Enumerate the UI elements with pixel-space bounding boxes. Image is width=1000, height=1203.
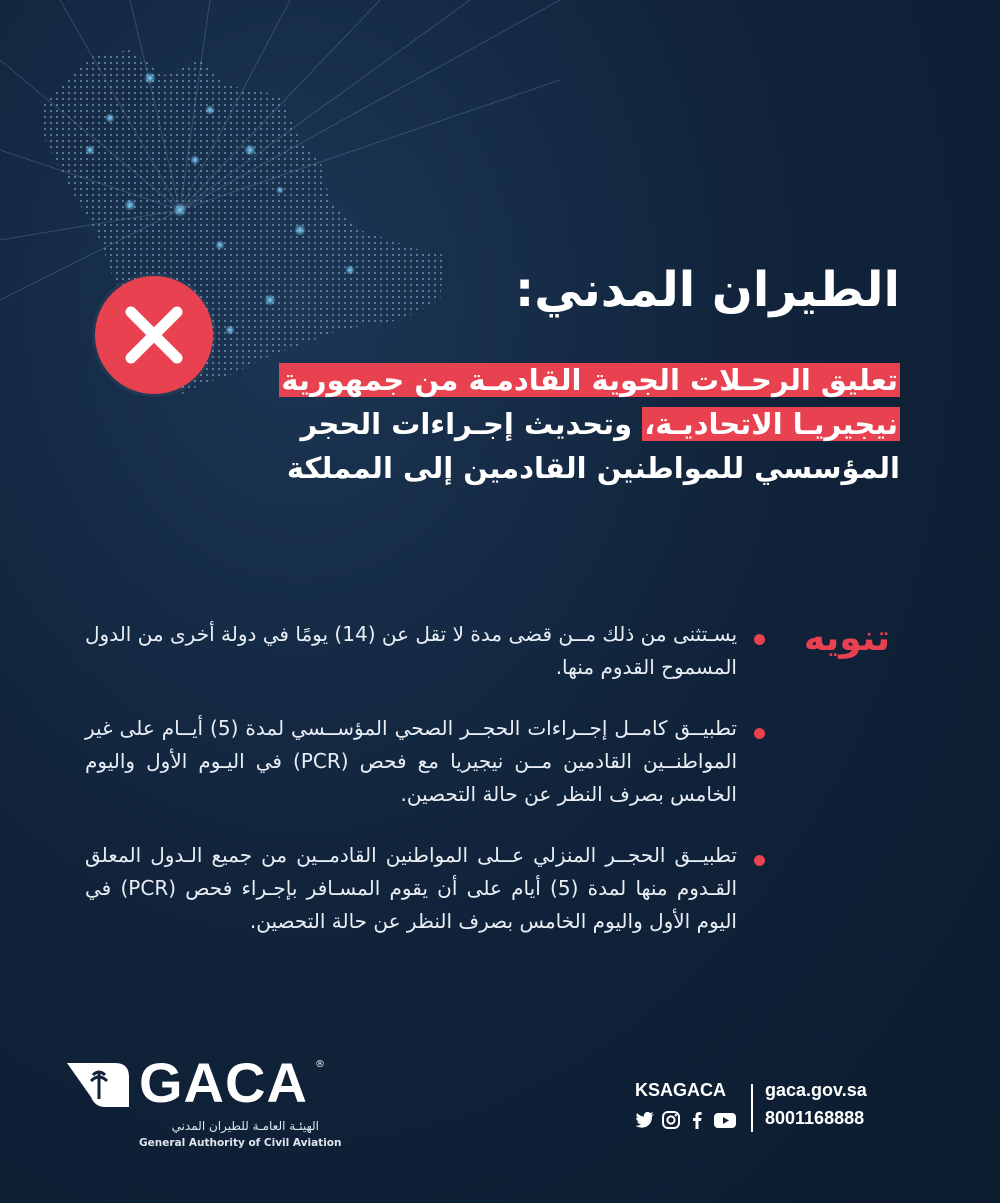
social-icons	[635, 1110, 733, 1130]
logo-arabic-name: الهيئـة العامـة للطيران المدني	[171, 1119, 319, 1133]
saudi-arabia-map-graphic	[0, 0, 560, 420]
subhead-highlight: نيجيريـا الاتحاديـة،	[644, 407, 898, 441]
headline: الطيران المدني:	[515, 262, 900, 318]
divider	[751, 1084, 753, 1132]
bullet-dot-icon	[754, 634, 765, 645]
social-handle[interactable]: KSAGACA	[635, 1080, 727, 1100]
red-x-circle-icon	[95, 276, 213, 394]
gaca-logo	[65, 1051, 342, 1155]
notice-title: تنويه	[803, 618, 890, 659]
twitter-icon[interactable]	[635, 1110, 655, 1130]
subheadline	[279, 358, 900, 490]
youtube-icon[interactable]	[713, 1110, 733, 1130]
contact-block	[635, 1080, 935, 1136]
logo-wordmark: GACA	[139, 1051, 308, 1114]
facebook-icon[interactable]	[687, 1110, 707, 1130]
list-item: يسـتثنى من ذلك مــن قضى مدة لا تقل عن (14) يومًا في دولة أخرى من الدول المسموح القدوم منها.	[85, 618, 765, 684]
gaca-emblem-icon	[65, 1057, 131, 1109]
logo-english-name: General Authority of Civil Aviation	[139, 1137, 342, 1149]
list-item: تطبيــق كامــل إجــراءات الحجــر الصحي المؤســسي لمدة (5) أيــام على غير المواطنــين القادمين مــن نيجيريا مع فحص (PCR) في اليـوم الأول واليوم الخامس بصرف النظر عن حالة التحصين.	[85, 712, 765, 811]
list-item: تطبيــق الحجــر المنزلي عــلى المواطنين القادمــين من جميع الـدول المعلق القـدوم منها لمدة (5) أيام على أن يقوم المسـافر بإجـراء فحص (PCR) في اليوم الأول واليوم الخامس بصرف النظر عن حالة التحصين.	[85, 839, 765, 938]
subhead-line-1: تعليق الرحـلات الجوية القادمـة من جمهورية	[281, 363, 898, 397]
registered-mark: ®	[315, 1059, 325, 1070]
subhead-line-3: المؤسسي للمواطنين القادمين إلى المملكة	[286, 451, 900, 485]
instagram-icon[interactable]	[661, 1110, 681, 1130]
bullet-dot-icon	[754, 855, 765, 866]
subhead-line-2: نيجيريـا الاتحاديـة، وتحديث إجـراءات الحجر	[300, 407, 898, 441]
website-link[interactable]: gaca.gov.sa	[765, 1080, 867, 1100]
bullet-dot-icon	[754, 728, 765, 739]
phone-number[interactable]: 8001168888	[765, 1108, 865, 1128]
notice-list	[85, 618, 765, 966]
